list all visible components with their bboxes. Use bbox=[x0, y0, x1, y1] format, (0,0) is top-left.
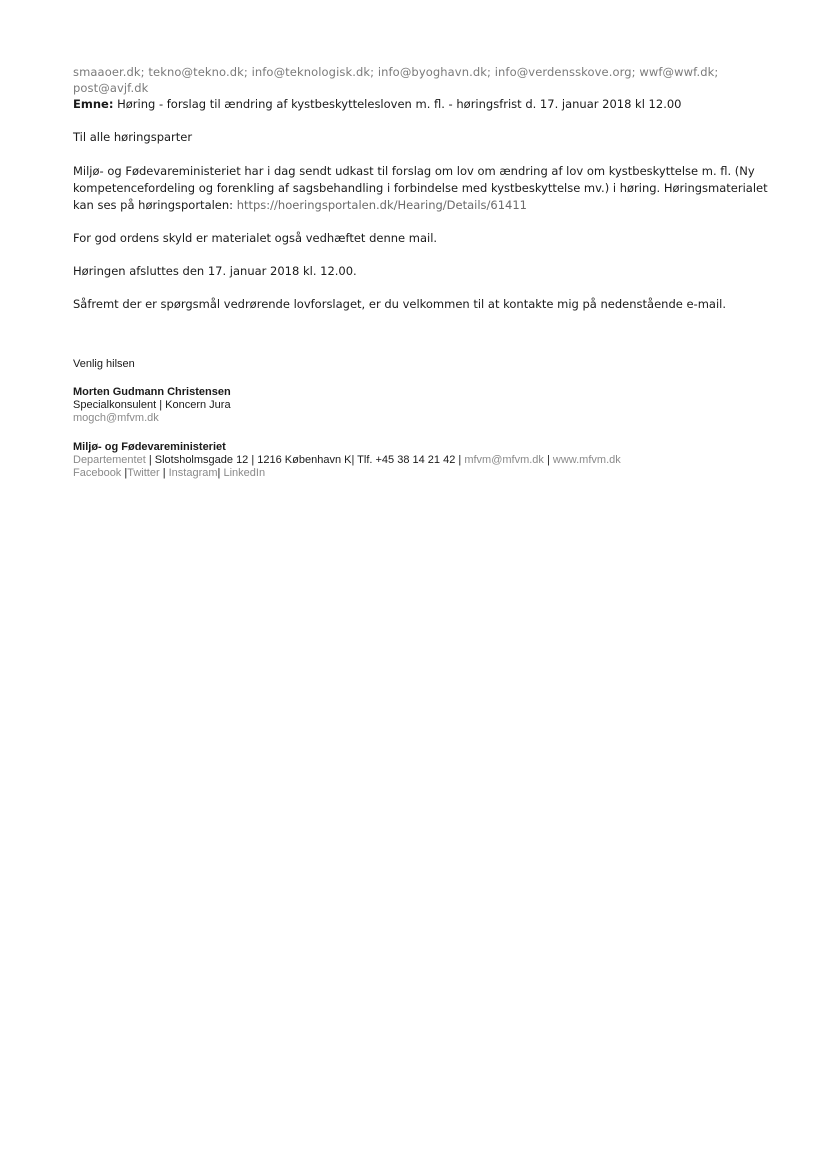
body-line: kompetencefordeling og forenkling af sagsbehandling i forbindelse med kystbeskyttelse mv.) i høring. Høringsmaterialet bbox=[73, 181, 768, 195]
signature-closing: Venlig hilsen bbox=[73, 358, 135, 370]
subject-label: Emne: bbox=[73, 97, 114, 111]
body-paragraph: Høringen afsluttes den 17. januar 2018 kl. 12.00. bbox=[73, 264, 357, 278]
department-label: Departementet bbox=[73, 454, 146, 466]
body-line-prefix: kan ses på høringsportalen: bbox=[73, 198, 234, 212]
facebook-link[interactable]: Facebook bbox=[73, 467, 122, 479]
organization-address: | Slotsholmsgade 12 | 1216 København K| Tlf. +45 38 14 21 42 | bbox=[148, 454, 462, 466]
recipients-line: smaaoer.dk; tekno@tekno.dk; info@teknologisk.dk; info@byoghavn.dk; info@verdensskove.org; wwf@wwf.dk; bbox=[73, 65, 719, 79]
twitter-link[interactable]: Twitter bbox=[127, 467, 160, 479]
subject-text: Høring - forslag til ændring af kystbeskyttelesloven m. fl. - høringsfrist d. 17. januar 2018 kl 12.00 bbox=[117, 97, 682, 111]
social-links bbox=[73, 467, 621, 480]
organization-contact-line bbox=[73, 454, 621, 467]
linkedin-link[interactable]: LinkedIn bbox=[223, 467, 266, 479]
separator: | bbox=[217, 467, 221, 479]
body-paragraph bbox=[73, 163, 773, 214]
organization-email-link[interactable]: mfvm@mfvm.dk bbox=[464, 454, 544, 466]
body-paragraph: For god ordens skyld er materialet også vedhæftet denne mail. bbox=[73, 231, 438, 245]
email-document bbox=[73, 64, 773, 313]
subject-line bbox=[73, 96, 773, 112]
greeting: Til alle høringsparter bbox=[73, 130, 193, 144]
signature-email-link[interactable]: mogch@mfvm.dk bbox=[73, 412, 159, 424]
hearing-portal-link[interactable]: https://hoeringsportalen.dk/Hearing/Details/61411 bbox=[236, 198, 527, 212]
body-paragraph: Såfremt der er spørgsmål vedrørende lovforslaget, er du velkommen til at kontakte mig på nedenstående e-mail. bbox=[73, 297, 726, 311]
separator: | bbox=[124, 467, 128, 479]
signature-name: Morten Gudmann Christensen bbox=[73, 386, 231, 398]
body-line: Miljø- og Fødevareministeriet har i dag sendt udkast til forslag om lov om ændring af lov om kystbeskyttelse m. fl. (Ny bbox=[73, 164, 755, 178]
instagram-link[interactable]: Instagram bbox=[168, 467, 218, 479]
organization-block bbox=[73, 441, 621, 480]
separator: | bbox=[546, 454, 550, 466]
signature-title: Specialkonsulent | Koncern Jura bbox=[73, 399, 231, 411]
separator: | bbox=[162, 467, 166, 479]
website-link[interactable]: www.mfvm.dk bbox=[552, 454, 621, 466]
recipients-list bbox=[73, 64, 773, 96]
body-line bbox=[73, 197, 773, 214]
signature-block bbox=[73, 386, 231, 425]
recipients-line: post@avjf.dk bbox=[73, 81, 149, 95]
organization-name: Miljø- og Fødevareministeriet bbox=[73, 441, 226, 453]
